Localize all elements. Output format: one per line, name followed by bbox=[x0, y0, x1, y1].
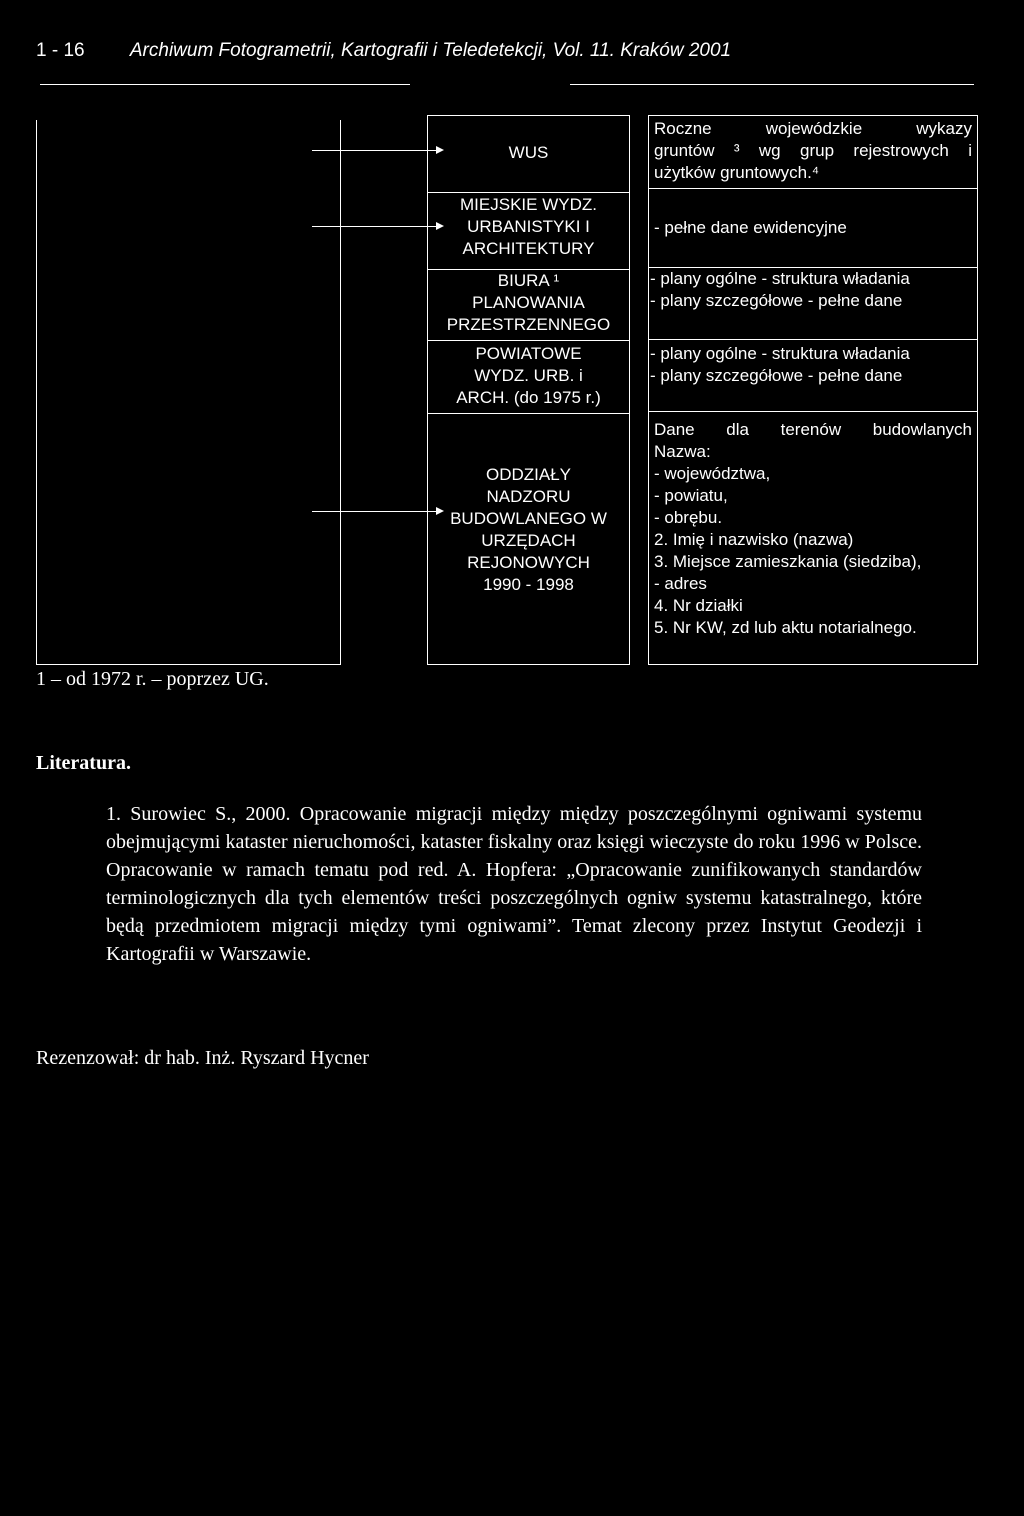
row3-left-line: BIURA ¹ bbox=[497, 271, 560, 290]
outer-caption: 1 – od 1972 r. – poprzez UG. bbox=[36, 668, 269, 690]
outer-frame-left bbox=[36, 120, 37, 665]
row3-right-line: - plany szczegółowe - pełne dane bbox=[650, 291, 903, 310]
row1-right-line: gruntów ³ wg grup rejestrowych i bbox=[654, 141, 972, 160]
arrow-miejskie bbox=[312, 226, 442, 227]
row4-right-line: - plany ogólne - struktura władania bbox=[650, 344, 910, 363]
row5-left-line: BUDOWLANEGO W bbox=[450, 509, 607, 528]
journal-title: Archiwum Fotogrametrii, Kartografii i Teledetekcji, Vol. 11. Kraków 2001 bbox=[129, 40, 732, 61]
literature-heading: Literatura. bbox=[36, 752, 131, 774]
row5-right-line: 5. Nr KW, zd lub aktu notarialnego. bbox=[654, 618, 917, 637]
row5-right-line: - obrębu. bbox=[654, 508, 723, 527]
row3-right-line: - plany ogólne - struktura władania bbox=[650, 269, 910, 288]
row3-left bbox=[427, 270, 630, 336]
arrow-wus bbox=[312, 150, 442, 151]
arrow-oddzialy bbox=[312, 511, 442, 512]
row1-right bbox=[654, 118, 972, 184]
header-rule-right bbox=[570, 84, 974, 85]
row5-left-line: REJONOWYCH bbox=[467, 553, 590, 572]
row5-right-line: - województwa, bbox=[654, 464, 771, 483]
row5-right-line: 2. Imię i nazwisko (nazwa) bbox=[654, 530, 854, 549]
reference-item: 1. Surowiec S., 2000. Opracowanie migracji między między poszczególnymi ogniwami systemu obejmującymi kataster nieruchomości, kataster fiskalny oraz księgi wieczyste do roku 1996 w Polsce. Opracowanie w ramach tematu pod red. A. Hopfera: „Opracowanie zunifikowanych standardów terminologicznych dla tych elementów treści poszczególnych ogniw systemu katastralnego, które będą przedmiotem migracji między tymi ogniwami”. Temat zlecony przez Instytut Geodezji i Kartografii w Warszawie. bbox=[106, 803, 922, 965]
outer-frame-right bbox=[340, 120, 341, 665]
row4-right-line: - plany szczegółowe - pełne dane bbox=[650, 366, 903, 385]
row4-right bbox=[650, 343, 972, 387]
row2-right bbox=[654, 217, 972, 239]
row1-right-line: Roczne wojewódzkie wykazy bbox=[654, 119, 972, 138]
row2-right-line: - pełne dane ewidencyjne bbox=[654, 218, 847, 237]
row2-left-line: ARCHITEKTURY bbox=[462, 239, 595, 258]
row5-right-line: Dane dla terenów budowlanych bbox=[654, 420, 972, 439]
row5-right-line: - adres bbox=[654, 574, 707, 593]
row2-left-line: MIEJSKIE WYDZ. bbox=[460, 195, 597, 214]
row4-left-line: WYDZ. URB. i bbox=[474, 366, 583, 385]
row5-left-line: ODDZIAŁY bbox=[485, 465, 572, 484]
row5-left-line: NADZORU bbox=[486, 487, 571, 506]
row1-left-line: WUS bbox=[508, 143, 549, 162]
row3-left-line: PRZESTRZENNEGO bbox=[446, 315, 611, 334]
row3-left-line: PLANOWANIA bbox=[472, 293, 585, 312]
row1-right-line: użytków gruntowych.⁴ bbox=[654, 163, 820, 182]
row2-left bbox=[427, 194, 630, 260]
row5-left-line: 1990 - 1998 bbox=[483, 575, 574, 594]
reviewer-line: Rezenzował: dr hab. Inż. Ryszard Hycner bbox=[36, 1047, 369, 1069]
row4-left-line: POWIATOWE bbox=[475, 344, 582, 363]
page-number: 1 - 16 bbox=[36, 40, 85, 61]
outer-frame-bottom bbox=[36, 664, 341, 665]
page-header bbox=[36, 40, 731, 62]
row3-right bbox=[650, 268, 972, 312]
header-rule-left bbox=[40, 84, 410, 85]
row5-right-line: Nazwa: bbox=[654, 442, 711, 461]
row5-right-line: 3. Miejsce zamieszkania (siedziba), bbox=[654, 552, 922, 571]
row5-right bbox=[654, 419, 972, 639]
row5-left-line: URZĘDACH bbox=[481, 531, 576, 550]
row4-left-line: ARCH. (do 1975 r.) bbox=[456, 388, 601, 407]
row2-left-line: URBANISTYKI I bbox=[467, 217, 590, 236]
row5-right-line: - powiatu, bbox=[654, 486, 728, 505]
row5-left bbox=[427, 464, 630, 596]
row1-left bbox=[427, 142, 630, 164]
row5-right-line: 4. Nr działki bbox=[654, 596, 743, 615]
row4-left bbox=[427, 343, 630, 409]
